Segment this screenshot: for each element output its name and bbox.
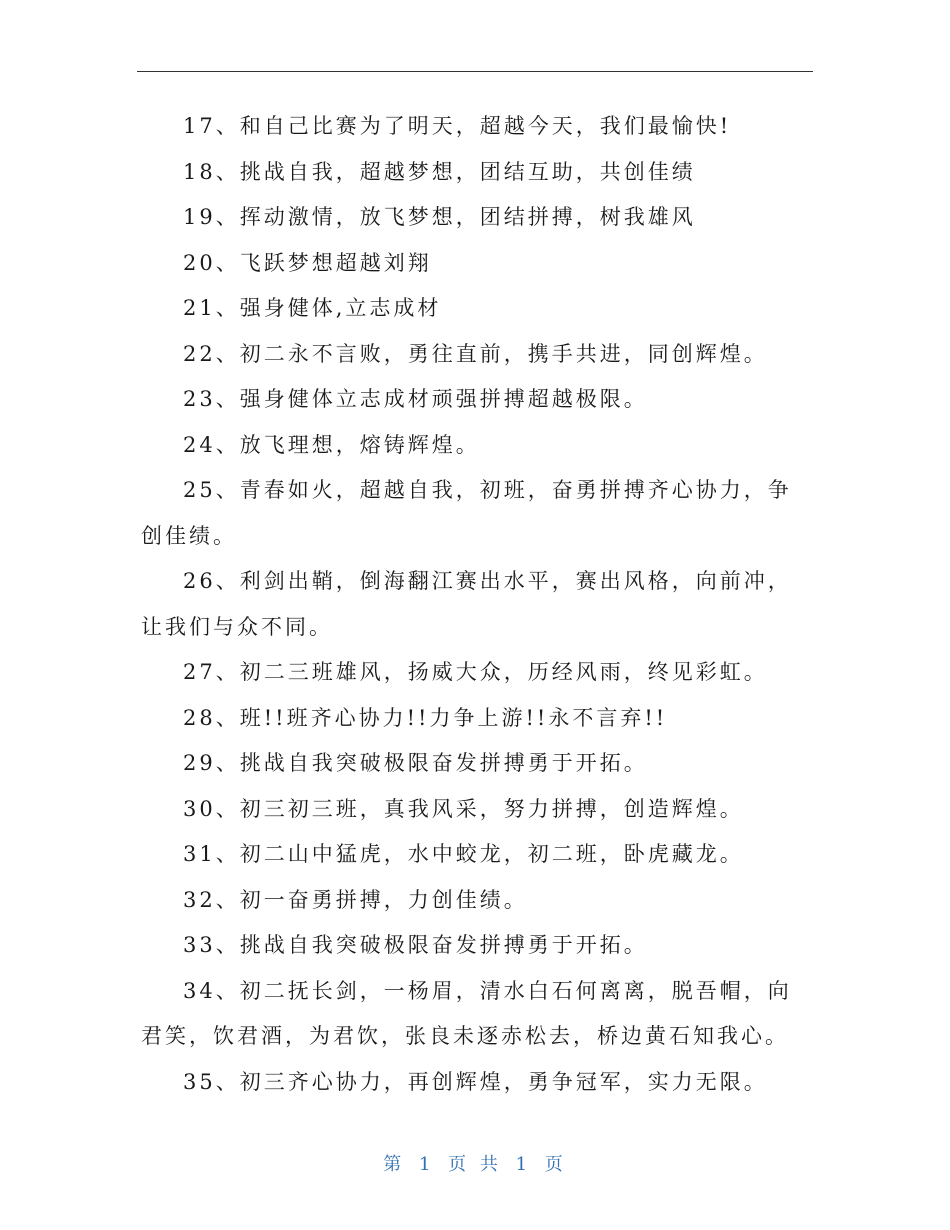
slogan-paragraph: 27、初二三班雄风，扬威大众，历经风雨，终见彩虹。 xyxy=(183,660,768,684)
slogan-paragraph: 31、初二山中猛虎，水中蛟龙，初二班，卧虎藏龙。 xyxy=(183,842,744,866)
slogan-paragraph: 20、飞跃梦想超越刘翔 xyxy=(183,250,432,275)
slogan-paragraph: 33、挑战自我突破极限奋发拼搏勇于开拓。 xyxy=(183,933,648,957)
document-body xyxy=(141,104,801,1105)
slogan-paragraph: 21、强身健体,立志成材 xyxy=(183,296,442,320)
slogan-paragraph: 25、青春如火，超越自我，初班，奋勇拼搏齐心协力，争创佳绩。 xyxy=(141,478,792,548)
slogan-paragraph: 18、挑战自我，超越梦想，团结互助，共创佳绩 xyxy=(183,159,696,184)
page-footer xyxy=(0,1150,950,1176)
page-label-prefix: 第 xyxy=(383,1154,406,1175)
header-divider xyxy=(137,71,813,72)
total-pages-number: 1 xyxy=(515,1154,532,1175)
slogan-paragraph: 26、利剑出鞘，倒海翻江赛出水平，赛出风格，向前冲，让我们与众不同。 xyxy=(141,569,792,639)
slogan-paragraph: 17、和自己比赛为了明天，超越今天，我们最愉快! xyxy=(183,114,732,138)
slogan-paragraph: 19、挥动激情，放飞梦想，团结拼搏，树我雄风 xyxy=(183,205,696,229)
current-page-number: 1 xyxy=(418,1154,435,1175)
slogan-paragraph: 30、初三初三班，真我风采，努力拼搏，创造辉煌。 xyxy=(183,796,744,821)
slogan-paragraph: 29、挑战自我突破极限奋发拼搏勇于开拓。 xyxy=(183,751,648,775)
slogan-paragraph: 28、班!!班齐心协力!!力争上游!!永不言弃!! xyxy=(183,705,668,730)
slogan-paragraph: 35、初三齐心协力，再创辉煌，勇争冠军，实力无限。 xyxy=(183,1069,768,1094)
page-label-mid: 页 共 xyxy=(448,1154,502,1175)
slogan-paragraph: 32、初一奋勇拼搏，力创佳绩。 xyxy=(183,887,528,912)
page-label-suffix: 页 xyxy=(544,1154,567,1175)
slogan-paragraph: 23、强身健体立志成材顽强拼搏超越极限。 xyxy=(183,387,648,411)
slogan-paragraph: 24、放飞理想，熔铸辉煌。 xyxy=(183,432,480,457)
slogan-paragraph: 34、初二抚长剑，一杨眉，清水白石何离离，脱吾帽，向君笑，饮君酒，为君饮，张良未逐赤松去，桥边黄石知我心。 xyxy=(141,978,792,1048)
slogan-paragraph: 22、初二永不言败，勇往直前，携手共进，同创辉煌。 xyxy=(183,341,768,366)
